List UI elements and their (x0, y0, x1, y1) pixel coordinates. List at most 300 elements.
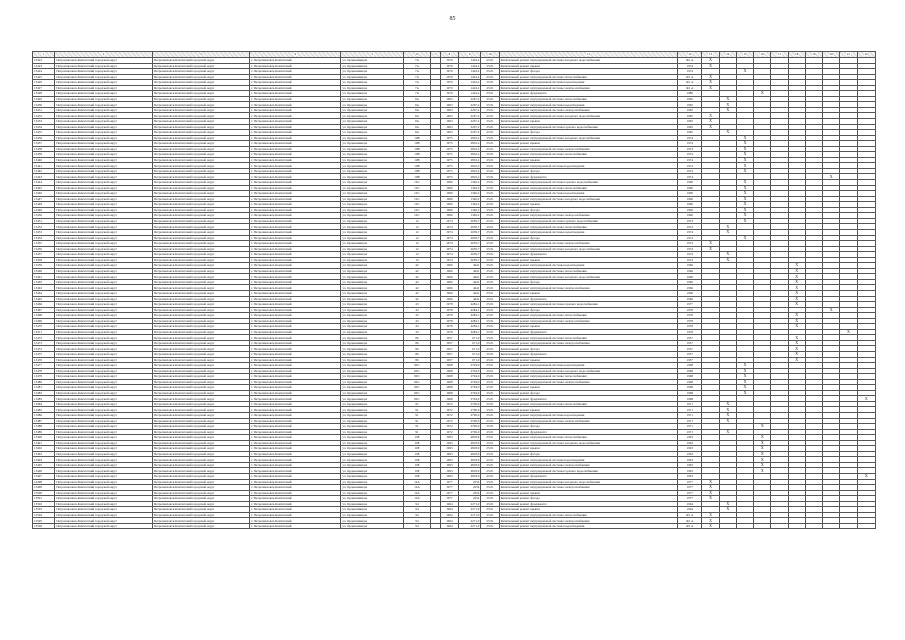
table-cell: 90/1 (404, 396, 430, 402)
table-cell (754, 523, 771, 529)
table-cell: 25.01 (481, 307, 499, 313)
table-cell: ул. Орджоникидзе (341, 474, 404, 480)
table-cell: Петропавловск-Камчатский городской округ (152, 135, 249, 141)
table-cell: Х (736, 363, 753, 369)
table-cell: Х (736, 146, 753, 152)
table-cell: Петропавловск-Камчатский городской округ (152, 207, 249, 213)
table-cell: Петропавловск-Камчатский городской округ (152, 235, 249, 241)
table-cell: 13504 (33, 512, 55, 518)
table-cell: 1975 (440, 163, 458, 169)
table-cell: Капитальный ремонт крыши (499, 446, 678, 452)
table-cell: г. Петропавловск-Камчатский (250, 313, 341, 319)
table-cell: Х (719, 413, 736, 419)
table-cell: 1957 (678, 351, 702, 357)
table-cell: Х (736, 141, 753, 147)
table-cell: 1975 (440, 174, 458, 180)
table-cell: Капитальный ремонт крыши (499, 63, 678, 69)
table-cell (857, 523, 875, 529)
table-cell: Петропавловск-Камчатский городской округ (152, 507, 249, 513)
table-cell: 1993 (678, 435, 702, 441)
table-cell: Х (702, 512, 719, 518)
table-cell: Петропавловск-Камчатский городской округ (55, 485, 152, 491)
table-cell: Капитальный ремонт внутридомовой системы водоотведения (499, 191, 678, 197)
table-row (33, 523, 876, 529)
table-cell: Х (788, 290, 805, 296)
column-number-label: 2 (102, 52, 105, 57)
table-cell: 13499 (33, 485, 55, 491)
table-cell: 2659,7 (459, 257, 481, 263)
table-cell: Капитальный ремонт внутридомовой системы водоотведения (499, 363, 678, 369)
table-cell: Петропавловск-Камчатский городской округ (55, 241, 152, 247)
table-cell: 1346,2 (459, 213, 481, 219)
table-cell: 25.01 (481, 185, 499, 191)
table-cell: Петропавловск-Камчатский городской округ (152, 174, 249, 180)
table-cell: 1970 (440, 80, 458, 86)
table-cell: 13445 (33, 185, 55, 191)
table-cell: Капитальный ремонт внутридомовой системы теплоснабжения (499, 96, 678, 102)
table-cell: Х (788, 274, 805, 280)
table-cell: Петропавловск-Камчатский городской округ (152, 401, 249, 407)
table-cell: г. Петропавловск-Камчатский (250, 157, 341, 163)
table-cell: 13500 (33, 490, 55, 496)
table-cell: 10В (404, 174, 430, 180)
table-cell: 7А (404, 85, 430, 91)
table-cell: г. Петропавловск-Камчатский (250, 324, 341, 330)
table-cell: 2271,0 (459, 518, 481, 524)
table-cell: ул. Орджоникидзе (341, 457, 404, 463)
table-cell: 1963 (440, 130, 458, 136)
table-cell: Петропавловск-Камчатский городской округ (152, 257, 249, 263)
table-cell: Ф1 А (678, 512, 702, 518)
table-cell: Х (736, 185, 753, 191)
table-cell: г. Петропавловск-Камчатский (250, 168, 341, 174)
table-cell: 7А (404, 91, 430, 97)
table-cell: 10/1 (404, 202, 430, 208)
table-cell: Х (823, 174, 840, 180)
table-cell: 1964 (440, 512, 458, 518)
table-cell: ул. Орджоникидзе (341, 113, 404, 119)
table-cell: Петропавловск-Камчатский городской округ (152, 346, 249, 352)
table-cell: 13425 (33, 74, 55, 80)
table-cell: г. Петропавловск-Камчатский (250, 407, 341, 413)
table-cell: Петропавловск-Камчатский городской округ (152, 113, 249, 119)
table-cell: 1975 (440, 157, 458, 163)
table-cell: 4441 (459, 290, 481, 296)
table-cell: Капитальный ремонт крыши (499, 490, 678, 496)
table-cell: 1968 (440, 368, 458, 374)
table-cell: Петропавловск-Камчатский городской округ (152, 185, 249, 191)
table-cell: 1977 (440, 485, 458, 491)
table-cell: 1964 (678, 507, 702, 513)
table-cell: ул. Орджоникидзе (341, 446, 404, 452)
table-cell: Петропавловск-Камчатский городской округ (152, 440, 249, 446)
table-cell: Петропавловск-Камчатский городской округ (55, 468, 152, 474)
table-cell: 1968 (678, 379, 702, 385)
table-cell: 13433 (33, 119, 55, 125)
table-cell: 12 (404, 252, 430, 258)
table-cell: г. Петропавловск-Камчатский (250, 196, 341, 202)
table-cell: 13484 (33, 401, 55, 407)
table-cell: 13490 (33, 435, 55, 441)
table-cell: 1963 (440, 124, 458, 130)
column-number-label: 8 (448, 52, 451, 57)
table-cell: 1993 (678, 462, 702, 468)
table-cell: 9А (404, 102, 430, 108)
table-cell: Х (736, 368, 753, 374)
table-cell: 13422 (33, 58, 55, 64)
table-cell: 25.01 (481, 174, 499, 180)
table-cell: Капитальный ремонт внутридомовой системы водоотведения (499, 80, 678, 86)
table-cell: 13485 (33, 407, 55, 413)
table-cell: Петропавловск-Камчатский городской округ (55, 213, 152, 219)
table-cell: 2816,2 (459, 157, 481, 163)
table-cell: 1346,2 (459, 191, 481, 197)
table-cell: 2794,0 (459, 368, 481, 374)
table-cell: 25.01 (481, 268, 499, 274)
table-cell: 25.01 (481, 496, 499, 502)
table-cell: Капитальный ремонт внутридомовой системы электроснабжения (499, 213, 678, 219)
table-cell: 1977 (440, 479, 458, 485)
table-cell: Петропавловск-Камчатский городской округ (55, 74, 152, 80)
table-cell: Петропавловск-Камчатский городской округ (152, 290, 249, 296)
table-cell: ул. Орджоникидзе (341, 224, 404, 230)
table-cell: 12 (404, 218, 430, 224)
table-cell: г. Петропавловск-Камчатский (250, 363, 341, 369)
table-cell: Капитальный ремонт фасада (499, 390, 678, 396)
table-cell: 1974 (440, 252, 458, 258)
table-cell: 1974 (440, 241, 458, 247)
table-cell: ул. Орджоникидзе (341, 85, 404, 91)
column-number-label: 15 (743, 52, 747, 57)
table-cell: 91 (404, 429, 430, 435)
table-cell: Петропавловск-Камчатский городской округ (152, 335, 249, 341)
table-cell: Петропавловск-Камчатский городской округ (55, 85, 152, 91)
table-cell: г. Петропавловск-Камчатский (250, 274, 341, 280)
table-cell: 25.01 (481, 418, 499, 424)
table-cell: 25.01 (481, 290, 499, 296)
table-cell: 1965 (678, 107, 702, 113)
table-cell: 13467 (33, 307, 55, 313)
table-cell: 25.01 (481, 357, 499, 363)
table-cell: г. Петропавловск-Камчатский (250, 424, 341, 430)
table-cell: г. Петропавловск-Камчатский (250, 263, 341, 269)
table-cell: Петропавловск-Камчатский городской округ (55, 418, 152, 424)
table-cell: Х (736, 202, 753, 208)
table-cell: Капитальный ремонт внутридомовой системы водоотведения (499, 457, 678, 463)
table-cell: 1974 (678, 63, 702, 69)
table-cell: 1980 (678, 91, 702, 97)
table-cell: ул. Орджоникидзе (341, 501, 404, 507)
table-cell: 1346,2 (459, 180, 481, 186)
table-cell: ул. Орджоникидзе (341, 329, 404, 335)
table-cell: Петропавловск-Камчатский городской округ (152, 213, 249, 219)
table-cell: 1971 (678, 407, 702, 413)
table-cell: Петропавловск-Камчатский городской округ (55, 407, 152, 413)
table-cell: 1990 (440, 180, 458, 186)
table-cell: 13464 (33, 290, 55, 296)
table-cell: 1972 (440, 401, 458, 407)
table-cell: 108 (404, 457, 430, 463)
table-cell: г. Петропавловск-Камчатский (250, 252, 341, 258)
table-cell: г. Петропавловск-Камчатский (250, 246, 341, 252)
table-cell: 1990 (440, 196, 458, 202)
table-cell: г. Петропавловск-Камчатский (250, 241, 341, 247)
table-cell: Капитальный ремонт внутридомовой системы горячего водоснабжения (499, 468, 678, 474)
table-cell: Петропавловск-Камчатский городской округ (152, 429, 249, 435)
table-cell: 25.01 (481, 518, 499, 524)
table-cell: Капитальный ремонт внутридомовой системы холодного водоснабжения (499, 246, 678, 252)
table-cell: 1974 (678, 252, 702, 258)
table-cell: г. Петропавловск-Камчатский (250, 163, 341, 169)
table-cell: 25.01 (481, 302, 499, 308)
table-cell: Петропавловск-Камчатский городской округ (152, 457, 249, 463)
table-cell: Петропавловск-Камчатский городской округ (55, 518, 152, 524)
table-cell: ул. Орджоникидзе (341, 435, 404, 441)
column-number-label: 5 (371, 52, 374, 57)
table-cell: 25.01 (481, 180, 499, 186)
table-cell: 25.01 (481, 396, 499, 402)
table-cell: 13471 (33, 329, 55, 335)
table-cell: 4441 (459, 268, 481, 274)
table-cell: г. Петропавловск-Камчатский (250, 396, 341, 402)
table-cell: г. Петропавловск-Камчатский (250, 268, 341, 274)
table-cell: Капитальный ремонт внутридомовой системы холодного водоснабжения (499, 479, 678, 485)
table-cell: 1965 (678, 96, 702, 102)
table-cell: 7А (404, 63, 430, 69)
column-number-label: 19 (812, 52, 816, 57)
table-cell: 13448 (33, 202, 55, 208)
table-cell: Петропавловск-Камчатский городской округ (152, 130, 249, 136)
table-cell: Петропавловск-Камчатский городской округ (152, 479, 249, 485)
table-cell: Х (736, 135, 753, 141)
table-cell: 4441 (459, 296, 481, 302)
table-cell: 9А (404, 130, 430, 136)
table-cell: 86 (404, 340, 430, 346)
table-cell: 9А (404, 113, 430, 119)
table-cell: 4284,1 (459, 329, 481, 335)
table-cell: Петропавловск-Камчатский городской округ (152, 485, 249, 491)
table-cell: г. Петропавловск-Камчатский (250, 58, 341, 64)
table-cell: 1968 (678, 385, 702, 391)
table-cell: Петропавловск-Камчатский городской округ (152, 307, 249, 313)
table-cell: Х (719, 401, 736, 407)
table-cell: 2794,0 (459, 385, 481, 391)
table-cell: ул. Орджоникидзе (341, 335, 404, 341)
table-cell: Капитальный ремонт фундамента (499, 396, 678, 402)
table-cell: 13427 (33, 85, 55, 91)
table-cell: Х (788, 324, 805, 330)
table-cell: Х (719, 229, 736, 235)
table-cell: г. Петропавловск-Камчатский (250, 202, 341, 208)
table-cell: 1978 (440, 307, 458, 313)
table-cell: 13447 (33, 196, 55, 202)
table-cell (840, 523, 857, 529)
table-cell: Петропавловск-Камчатский городской округ (55, 63, 152, 69)
table-cell: Х (857, 474, 875, 480)
table-cell: 13505 (33, 518, 55, 524)
table-cell: 1970 (440, 58, 458, 64)
table-cell: г. Петропавловск-Камчатский (250, 69, 341, 75)
table-cell: Петропавловск-Камчатский городской округ (55, 429, 152, 435)
table-cell: 1993 (440, 440, 458, 446)
table-cell: 671,0 (459, 357, 481, 363)
table-cell: Петропавловск-Камчатский городской округ (152, 379, 249, 385)
table-cell: Петропавловск-Камчатский городской округ (55, 191, 152, 197)
table-cell: 2271,0 (459, 512, 481, 518)
table-cell: 2271,0 (459, 507, 481, 513)
table-cell: 2271,0 (459, 523, 481, 529)
table-cell: 25.01 (481, 368, 499, 374)
table-cell: 25.01 (481, 468, 499, 474)
table-cell: Петропавловск-Камчатский городской округ (152, 396, 249, 402)
table-cell: 25.01 (481, 229, 499, 235)
table-cell: Петропавловск-Камчатский городской округ (152, 268, 249, 274)
table-cell: 12 (404, 241, 430, 247)
table-cell (805, 523, 822, 529)
table-cell: г. Петропавловск-Камчатский (250, 174, 341, 180)
table-cell: 1964 (440, 501, 458, 507)
table-cell: 13443 (33, 174, 55, 180)
table-cell: Х (788, 302, 805, 308)
table-cell: г. Петропавловск-Камчатский (250, 235, 341, 241)
table-cell: Х (702, 85, 719, 91)
table-cell: 2794,0 (459, 374, 481, 380)
table-cell: 25.01 (481, 479, 499, 485)
table-cell: 1346,2 (459, 196, 481, 202)
table-cell: ул. Орджоникидзе (341, 523, 404, 529)
table-cell: ул. Орджоникидзе (341, 401, 404, 407)
table-cell: 2659,7 (459, 252, 481, 258)
table-cell: 13442 (33, 168, 55, 174)
table-cell: Петропавловск-Камчатский городской округ (55, 263, 152, 269)
table-cell: 9А (404, 107, 430, 113)
table-cell: Х (736, 374, 753, 380)
table-cell: Х (702, 485, 719, 491)
table-cell: 9А (404, 119, 430, 125)
table-cell: Петропавловск-Камчатский городской округ (55, 457, 152, 463)
table-cell: 25.01 (481, 440, 499, 446)
table-cell: 13477 (33, 363, 55, 369)
table-cell: 1977 (678, 302, 702, 308)
table-cell: Петропавловск-Камчатский городской округ (152, 518, 249, 524)
table-cell: г. Петропавловск-Камчатский (250, 85, 341, 91)
table-cell: ул. Орджоникидзе (341, 351, 404, 357)
table-cell: г. Петропавловск-Камчатский (250, 152, 341, 158)
table-cell: 25.01 (481, 424, 499, 430)
table-cell: 1965 (678, 130, 702, 136)
table-cell: 25.01 (481, 446, 499, 452)
table-cell (788, 523, 805, 529)
table-cell: Х (702, 490, 719, 496)
table-cell: 671,0 (459, 351, 481, 357)
table-cell: 13446 (33, 191, 55, 197)
table-cell: Х (788, 346, 805, 352)
table-cell: Петропавловск-Камчатский городской округ (55, 124, 152, 130)
table-cell: г. Петропавловск-Камчатский (250, 80, 341, 86)
table-cell: Х (788, 335, 805, 341)
table-cell: 1966 (440, 279, 458, 285)
table-cell: 7А (404, 69, 430, 75)
table-cell: ул. Орджоникидзе (341, 69, 404, 75)
table-cell: 10В (404, 146, 430, 152)
table-cell: Петропавловск-Камчатский городской округ (55, 202, 152, 208)
table-cell: Петропавловск-Камчатский городской округ (152, 357, 249, 363)
table-cell: 86 (404, 335, 430, 341)
table-cell: г. Петропавловск-Камчатский (250, 390, 341, 396)
table-cell: 2794,0 (459, 379, 481, 385)
table-cell: Капитальный ремонт внутридомовой системы электроснабжения (499, 379, 678, 385)
table-cell: Ф1 А (678, 518, 702, 524)
table-cell: ул. Орджоникидзе (341, 163, 404, 169)
table-cell: 671,0 (459, 346, 481, 352)
table-cell: 25.01 (481, 335, 499, 341)
table-cell: 94 (404, 523, 430, 529)
table-cell: Х (736, 385, 753, 391)
table-cell: Петропавловск-Камчатский городской округ (55, 180, 152, 186)
table-cell: 4818,9 (459, 457, 481, 463)
table-cell: Х (702, 119, 719, 125)
table-cell: 108 (404, 462, 430, 468)
table-cell: 13469 (33, 318, 55, 324)
table-cell: Петропавловск-Камчатский городской округ (55, 346, 152, 352)
table-cell: 1968 (678, 390, 702, 396)
column-number-label: 14 (726, 52, 730, 57)
table-cell: Петропавловск-Камчатский городской округ (55, 351, 152, 357)
table-cell: г. Петропавловск-Камчатский (250, 290, 341, 296)
table-cell: Петропавловск-Камчатский городской округ (152, 141, 249, 147)
table-cell: 1966 (440, 285, 458, 291)
table-cell: 4818,9 (459, 462, 481, 468)
table-cell: 42 (404, 290, 430, 296)
table-cell: 1966 (678, 290, 702, 296)
table-cell: 1964 (440, 523, 458, 529)
table-cell: 94 (404, 501, 430, 507)
table-cell: 1968 (440, 363, 458, 369)
table-cell: 1974 (678, 241, 702, 247)
table-cell: 2816,2 (459, 174, 481, 180)
table-cell: Петропавловск-Камчатский городской округ (55, 446, 152, 452)
table-cell: Петропавловск-Камчатский городской округ (55, 246, 152, 252)
table-cell: ул. Орджоникидзе (341, 379, 404, 385)
table-cell: 1966 (440, 268, 458, 274)
table-cell: 43 (404, 313, 430, 319)
table-cell: Х (719, 501, 736, 507)
table-cell: 13480 (33, 379, 55, 385)
table-cell: Капитальный ремонт фасада (499, 69, 678, 75)
table-cell: ул. Орджоникидзе (341, 218, 404, 224)
table-cell: 1974 (678, 224, 702, 230)
table-cell: 1966 (440, 263, 458, 269)
table-cell: ул. Орджоникидзе (341, 135, 404, 141)
table-cell: 1993 (678, 451, 702, 457)
table-cell: г. Петропавловск-Камчатский (250, 490, 341, 496)
column-number-label: 9 (468, 52, 471, 57)
table-cell: 25.01 (481, 329, 499, 335)
table-cell: Петропавловск-Камчатский городской округ (152, 351, 249, 357)
table-cell: г. Петропавловск-Камчатский (250, 180, 341, 186)
table-cell: Капитальный ремонт фундамента (499, 329, 678, 335)
table-cell: 1965 (678, 113, 702, 119)
table-cell: 25.01 (481, 324, 499, 330)
table-cell: ул. Орджоникидзе (341, 302, 404, 308)
table-cell: 1975 (440, 168, 458, 174)
table-cell: 1990 (440, 207, 458, 213)
table-cell (823, 523, 840, 529)
table-cell: 25.01 (481, 435, 499, 441)
table-cell: Капитальный ремонт внутридомовой системы водоотведения (499, 163, 678, 169)
table-cell: 12А (404, 490, 430, 496)
table-cell: Х (857, 396, 875, 402)
